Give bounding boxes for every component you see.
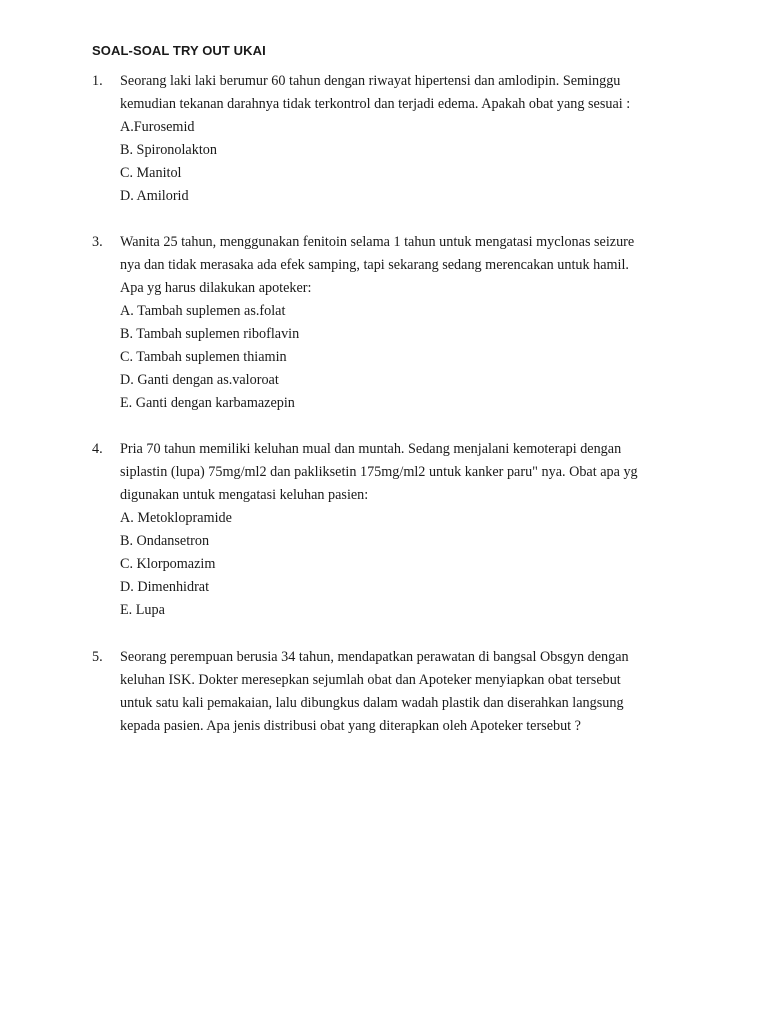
question-body [120,70,652,208]
answer-option-d: D. Amilorid [120,188,189,204]
answer-option-e: E. Ganti dengan karbamazepin [120,395,295,411]
answer-option-c: C. Klorpomazim [120,556,216,572]
answer-option-a: A. Metoklopramide [120,510,232,526]
question-1 [92,70,652,208]
question-body [120,438,652,622]
answer-options [120,507,652,622]
answer-option-d: D. Ganti dengan as.valoroat [120,372,279,388]
question-stem: Pria 70 tahun memiliki keluhan mual dan muntah. Sedang menjalani kemoterapi dengan siplastin (lupa) 75mg/ml2 dan paklikseti​n 175mg/ml2 untuk kanker paru" nya. Obat apa yg digunakan untuk mengatasi keluhan pasien: [120,441,638,503]
question-stem: Wanita 25 tahun, menggunakan fenitoin selama 1 tahun untuk mengatasi myclonas seizure nya dan tidak merasaka ada efek samping, tapi sekarang sedang merencakan untuk hamil. Apa yg harus dilakukan apoteker: [120,234,635,296]
question-stem: Seorang perempuan berusia 34 tahun, mendapatkan perawatan di bangsal Obsgyn dengan keluhan ISK. Dokter meresepkan sejumlah obat dan Apoteker menyiapkan obat tersebut untuk satu kali pemakaian, lalu dibungkus dalam wadah plastik dan diserahkan langsung kepada pasien. Apa jenis distribusi obat yang diterapkan oleh Apoteker tersebut ? [120,649,629,734]
question-4 [92,438,652,622]
question-number: 4. [92,441,103,457]
answer-option-e: E. Lupa [120,602,165,618]
question-number: 1. [92,73,103,89]
question-number: 5. [92,649,103,665]
question-body [120,231,652,415]
question-body [120,646,652,738]
question-number: 3. [92,234,103,250]
answer-option-d: D. Dimenhidrat [120,579,210,595]
answer-option-b: B. Ondansetron [120,533,210,549]
answer-option-c: C. Tambah suplemen thiamin [120,349,287,365]
answer-option-a: A. Tambah suplemen as.folat [120,303,286,319]
answer-option-a: A.Furosemid [120,119,195,135]
answer-options [120,300,652,415]
question-3 [92,231,652,415]
document-title: SOAL-SOAL TRY OUT UKAI [92,43,266,58]
answer-option-b: B. Tambah suplemen riboflavin [120,326,300,342]
answer-option-b: B. Spironolakton [120,142,217,158]
answer-option-c: C. Manitol [120,165,182,181]
question-stem: Seorang laki laki berumur 60 tahun dengan riwayat hipertensi dan amlodipin. Seminggu kemudian tekanan darahnya tidak terkontrol dan terjadi edema. Apakah obat yang sesuai : [120,73,631,112]
answer-options [120,116,652,208]
question-5 [92,646,652,738]
